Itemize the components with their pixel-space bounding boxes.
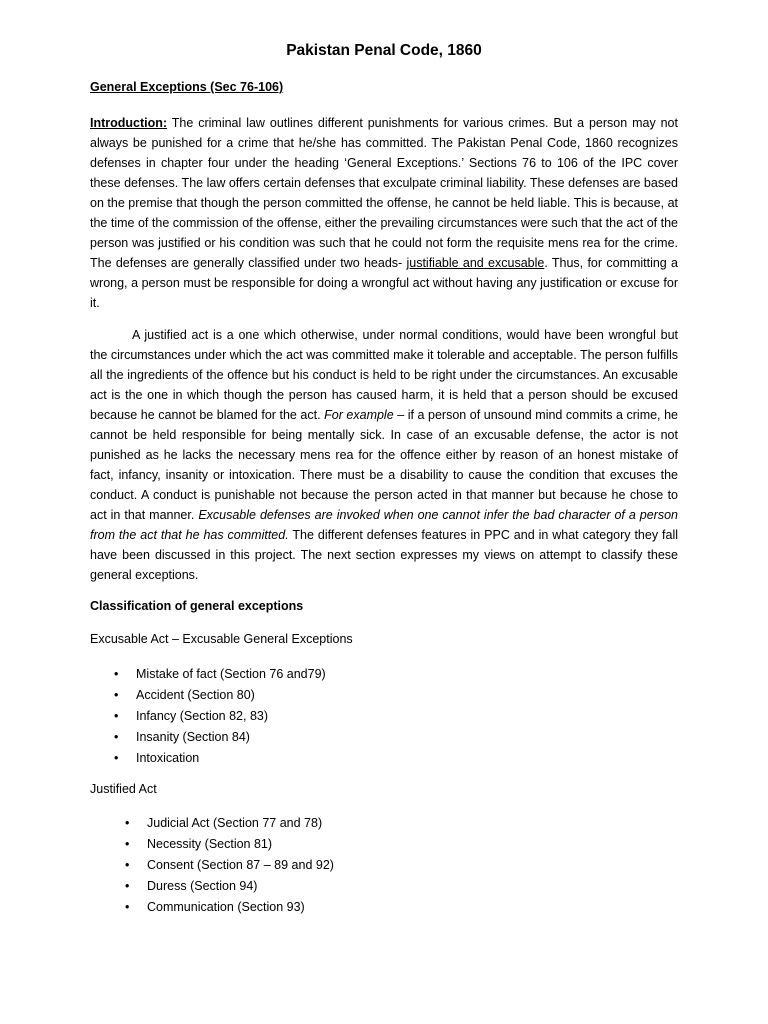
intro-underlined-text: justifiable and excusable — [406, 256, 545, 270]
bullet-icon: • — [125, 816, 130, 830]
list-item-text: Intoxication — [136, 751, 200, 765]
list-item-text: Necessity (Section 81) — [147, 837, 273, 851]
bullet-icon: • — [114, 688, 119, 702]
list-item-text: Judicial Act (Section 77 and 78) — [147, 816, 323, 830]
list-item-text: Consent (Section 87 – 89 and 92) — [147, 858, 334, 872]
para2-text-c: The different defenses features in PPC and in what category they fall have been discussed in this project. The next section expresses my views on attempt to classify these general exceptions. — [90, 528, 678, 582]
classification-heading: Classification of general exceptions — [90, 599, 304, 613]
introduction-label: Introduction: — [90, 116, 168, 130]
justified-heading: Justified Act — [90, 782, 157, 796]
para2-italic-a: For example — [324, 408, 394, 422]
list-item-text: Duress (Section 94) — [147, 879, 258, 893]
para2-text-a: A justified act is a one which otherwise, under normal conditions, would have been wrongful but the circumstances under which the act was committed make it tolerable and acceptable. The person fulfills all the ingredients of the offence but his conduct is held to be right under the circumstances. An excusable act is the one in which though the person has caused harm, it is held that a person should be excused because he cannot be blamed for the act. — [90, 328, 678, 422]
list-item-text: Infancy (Section 82, 83) — [136, 709, 269, 723]
introduction-paragraph — [90, 113, 678, 313]
bullet-icon: • — [125, 900, 130, 914]
intro-text-a: The criminal law outlines different punishments for various crimes. But a person may not always be punished for a crime that he/she has committed. The Pakistan Penal Code, 1860 recognizes defenses in chapter four under the heading ‘General Exceptions.’ Sections 76 to 106 of the IPC cover these defenses. The law offers certain defenses that exculpate criminal liability. These defenses are based on the premise that though the person committed the offense, he cannot be held liable. This is because, at the time of the commission of the offense, either the prevailing circumstances were such that the act of the person was justified or his condition was such that he could not form the requisite mens rea for the crime. The defenses are generally classified under two heads- — [90, 116, 678, 270]
bullet-icon: • — [114, 751, 119, 765]
intro-text-b: . Thus, for committing a wrong, a person must be responsible for doing a wrongful act without having any justification or excuse for it. — [90, 256, 679, 310]
bullet-icon: • — [125, 879, 130, 893]
para2-italic-b: Excusable defenses are invoked when one cannot infer the bad character of a person from the act that he has committed. — [90, 508, 679, 542]
bullet-icon: • — [125, 837, 130, 851]
list-item-text: Communication (Section 93) — [147, 900, 305, 914]
para2-text-b: – if a person of unsound mind commits a crime, he cannot be held responsible for being mentally sick. In case of an excusable defense, the actor is not punished as he lacks the necessary mens rea for the offence either by reason of an honest mistake of fact, infancy, insanity or intoxication. There must be a disability to cause the condition that excuses the conduct. A conduct is punishable not because the person acted in that manner but because he chose to act in that manner. — [90, 408, 678, 522]
bullet-icon: • — [114, 667, 119, 681]
justified-excusable-paragraph — [90, 325, 678, 585]
document-title: Pakistan Penal Code, 1860 — [286, 42, 482, 59]
bullet-icon: • — [114, 709, 119, 723]
list-item-text: Accident (Section 80) — [136, 688, 255, 702]
bullet-icon: • — [125, 858, 130, 872]
section-heading: General Exceptions (Sec 76-106) — [90, 80, 284, 94]
list-item-text: Insanity (Section 84) — [136, 730, 250, 744]
list-item-text: Mistake of fact (Section 76 and79) — [136, 667, 326, 681]
bullet-icon: • — [114, 730, 119, 744]
excusable-heading: Excusable Act – Excusable General Exceptions — [90, 632, 353, 646]
